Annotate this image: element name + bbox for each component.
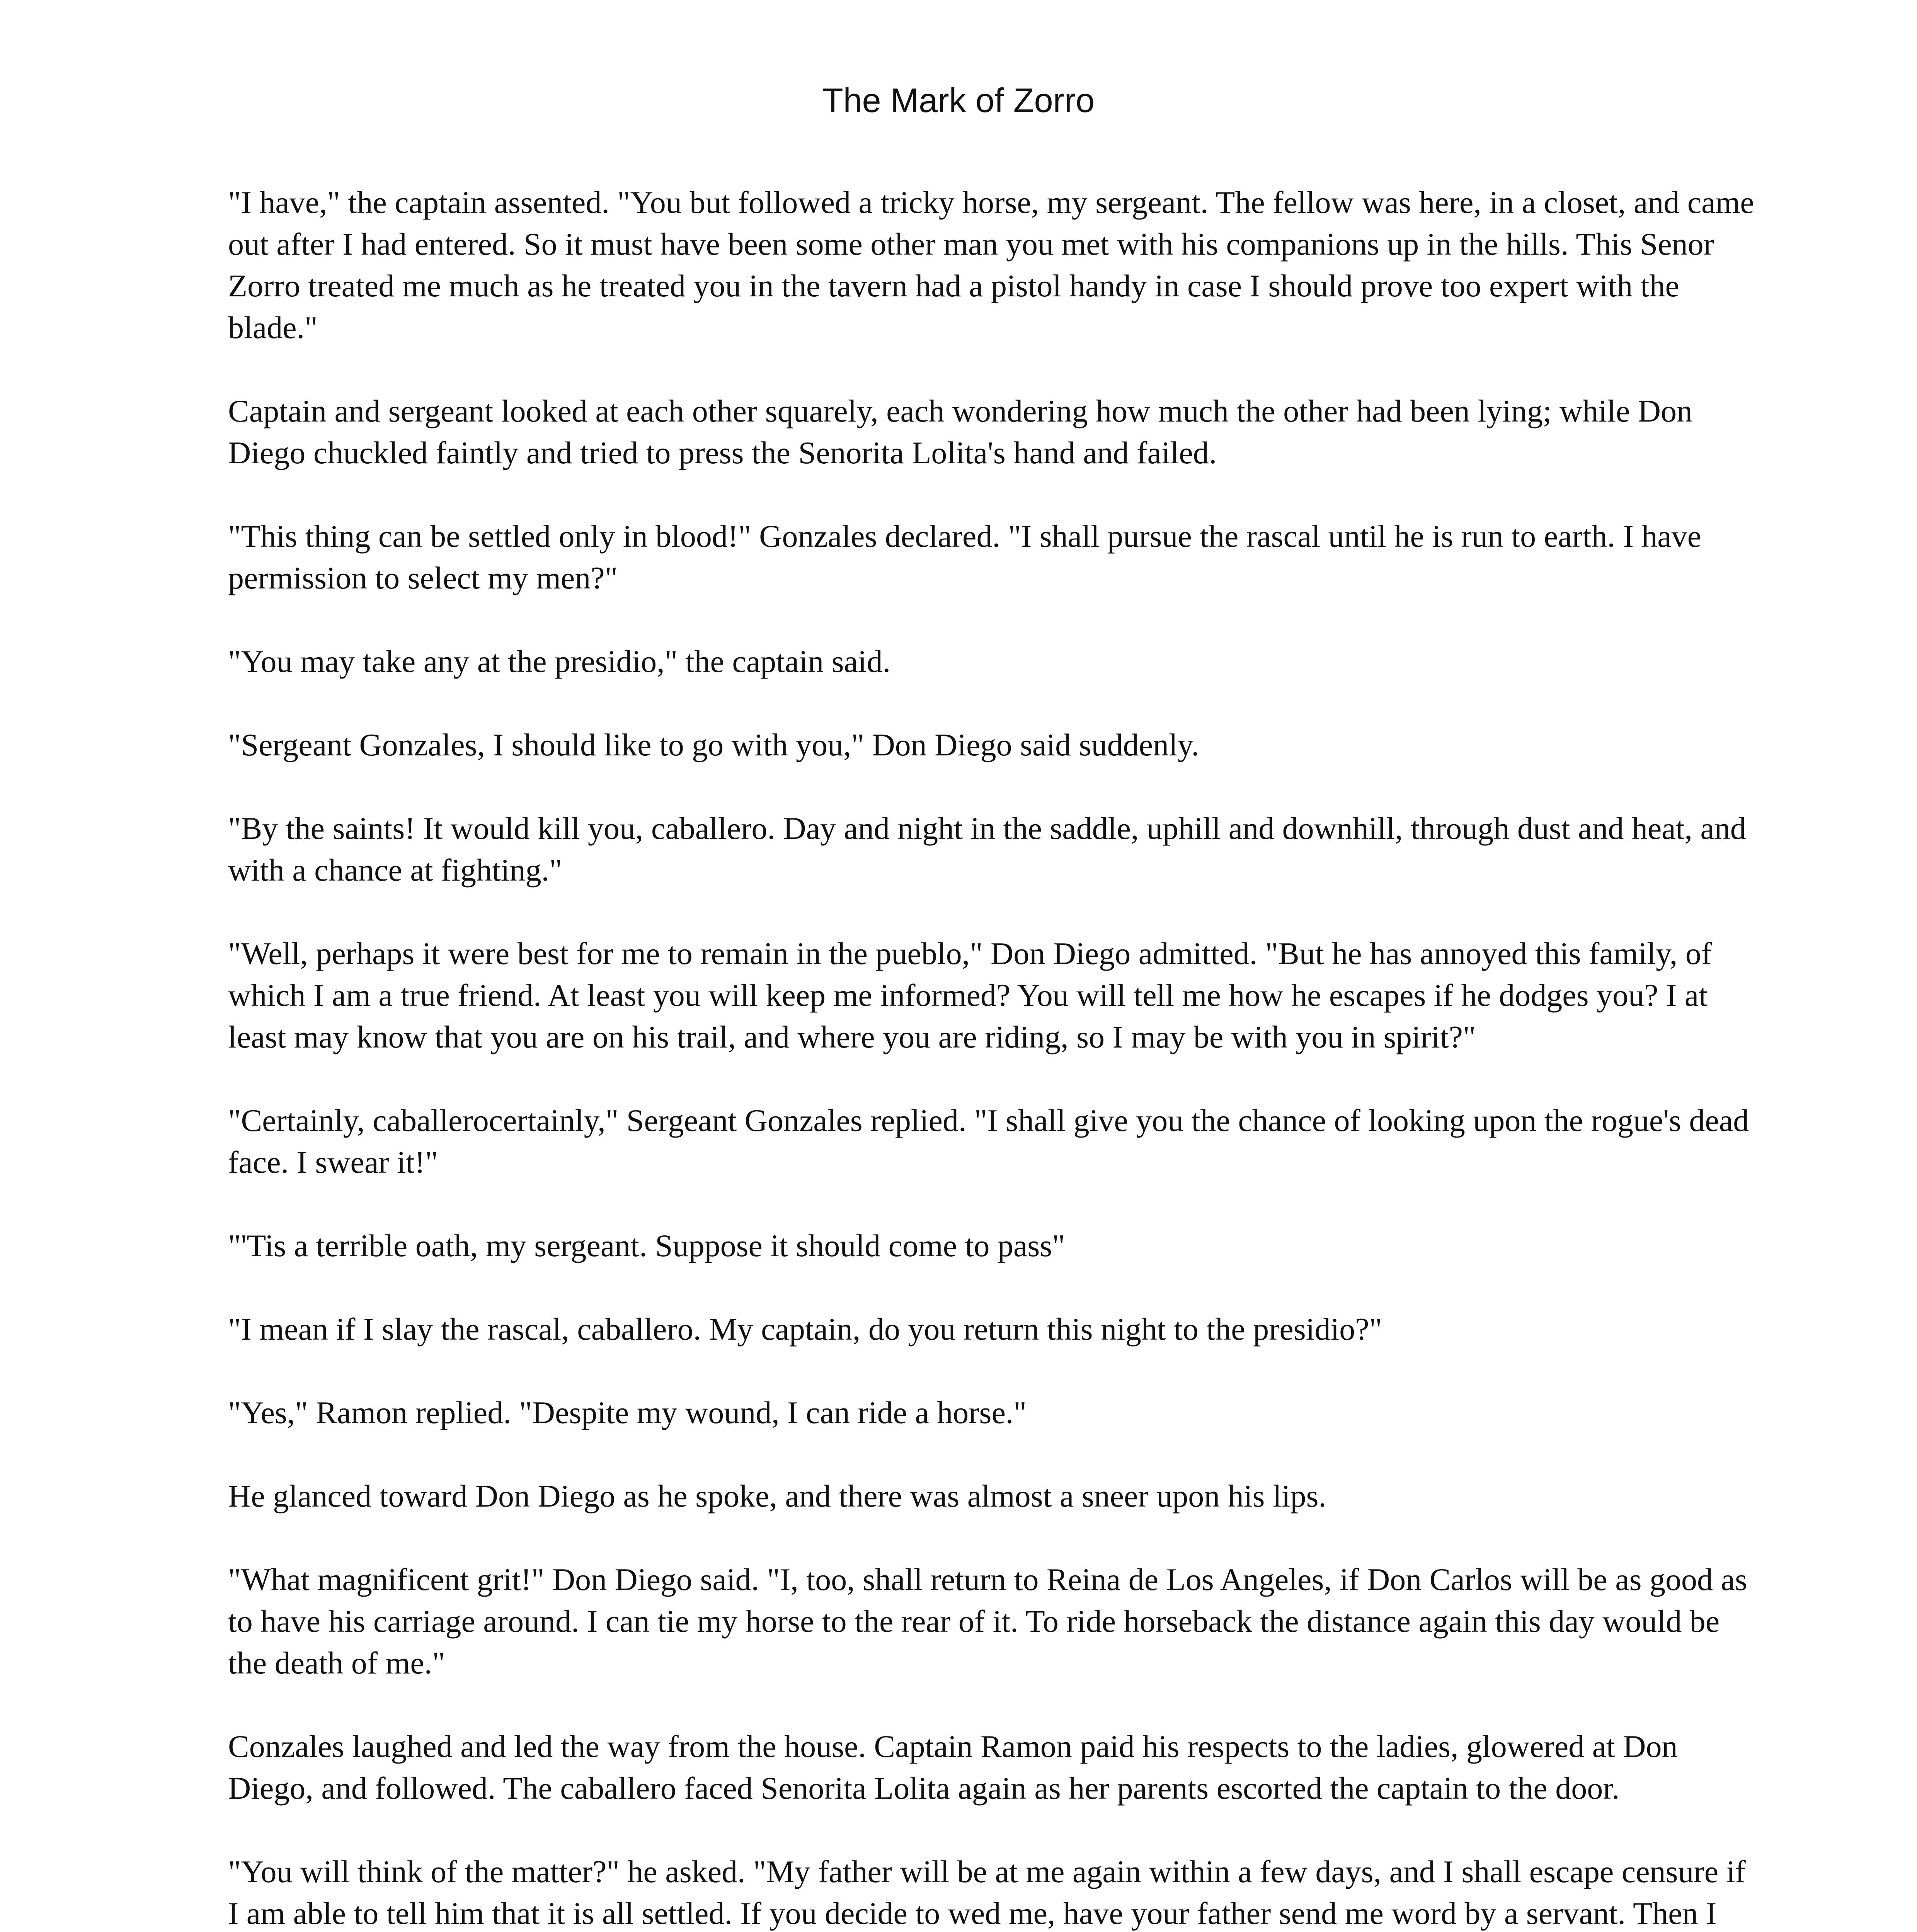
paragraph: Conzales laughed and led the way from the house. Captain Ramon paid his respects to the ladies, glowered at Don Diego, and followed. The caballero faced Senorita Lolita again as her parents escorted the captain to the door. xyxy=(228,1729,1678,1806)
running-header: The Mark of Zorro xyxy=(822,81,1095,119)
paragraph: "What magnificent grit!" Don Diego said. "I, too, shall return to Reina de Los Angeles, if Don Carlos will be as good as to have his carriage around. I can tie my horse to the rear of it. To ride horseback the distance again this day would be the death of me." xyxy=(228,1562,1747,1680)
paragraph: Captain and sergeant looked at each other squarely, each wondering how much the other had been lying; while Don Diego chuckled faintly and tried to press the Senorita Lolita's hand and failed. xyxy=(228,393,1693,470)
paragraph: "You will think of the matter?" he asked. "My father will be at me again within a few days, and I shall escape censure if I am able to tell him that it is all settled. If you decide to wed me, have your father send me word by a servant. Then I xyxy=(228,1854,1746,1931)
paragraph: "Yes," Ramon replied. "Despite my wound, I can ride a horse." xyxy=(228,1395,1027,1430)
paragraph: "I have," the captain assented. "You but followed a tricky horse, my sergeant. The fellow was here, in a closet, and came out after I had entered. So it must have been some other man you met with his companions up in the hills. This Senor Zorro treated me much as he treated you in the tavern had a pistol handy in case I should prove too expert with the blade." xyxy=(228,185,1754,345)
paragraph: "'Tis a terrible oath, my sergeant. Suppose it should come to pass" xyxy=(228,1228,1065,1263)
page-body xyxy=(228,182,1762,1932)
paragraph: "By the saints! It would kill you, caballero. Day and night in the saddle, uphill and downhill, through dust and heat, and with a chance at fighting." xyxy=(228,811,1746,888)
paragraph: "I mean if I slay the rascal, caballero. My captain, do you return this night to the presidio?" xyxy=(228,1311,1382,1347)
paragraph: He glanced toward Don Diego as he spoke, and there was almost a sneer upon his lips. xyxy=(228,1478,1326,1514)
paragraph: "You may take any at the presidio," the captain said. xyxy=(228,644,891,679)
paragraph: "Well, perhaps it were best for me to remain in the pueblo," Don Diego admitted. "But he has annoyed this family, of which I am a true friend. At least you will keep me informed? You will tell me how he escapes if he dodges you? I at least may know that you are on his trail, and where you are riding, so I may be with you in spirit?" xyxy=(228,936,1712,1054)
paragraph: "Certainly, caballerocertainly," Sergeant Gonzales replied. "I shall give you the chance of looking upon the rogue's dead face. I swear it!" xyxy=(228,1103,1749,1180)
paragraph: "This thing can be settled only in blood!" Gonzales declared. "I shall pursue the rascal until he is run to earth. I have permission to select my men?" xyxy=(228,519,1702,595)
paragraph: "Sergeant Gonzales, I should like to go with you," Don Diego said suddenly. xyxy=(228,727,1199,762)
